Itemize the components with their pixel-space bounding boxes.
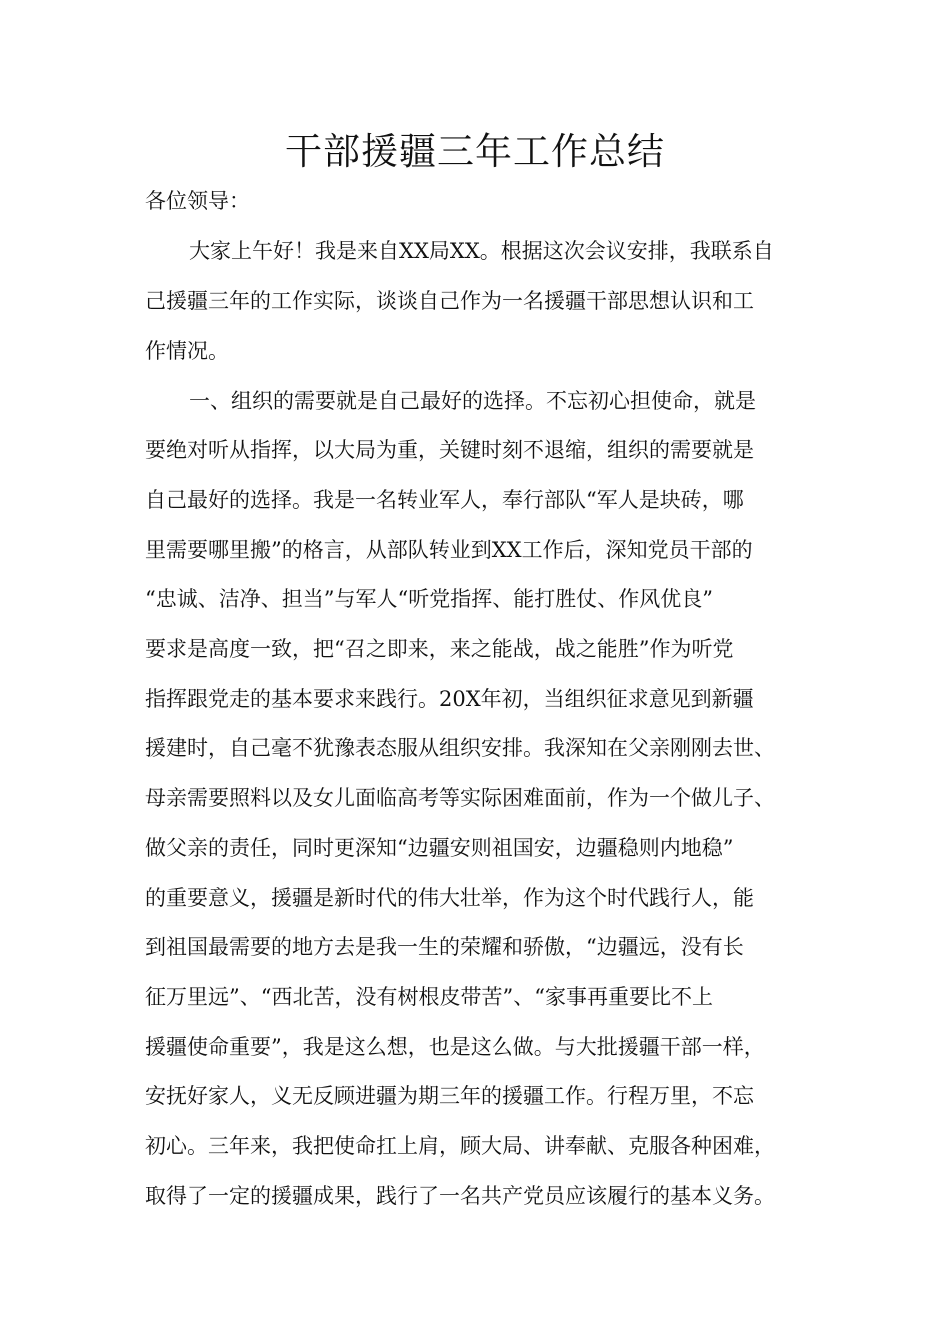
paragraph-line: 做父亲的责任，同时更深知“边疆安则祖国安，边疆稳则内地稳” bbox=[145, 836, 734, 860]
paragraph-line: 母亲需要照料以及女儿面临高考等实际困难面前，作为一个做儿子、 bbox=[145, 786, 775, 810]
paragraph-line: 安抚好家人，义无反顾进疆为期三年的援疆工作。行程万里，不忘 bbox=[145, 1084, 754, 1108]
paragraph-line: 指挥跟党走的基本要求来践行。20X年初，当组织征求意见到新疆 bbox=[145, 687, 754, 711]
paragraph-line: 要绝对听从指挥，以大局为重，关键时刻不退缩，组织的需要就是 bbox=[145, 438, 754, 462]
paragraph-line: 取得了一定的援疆成果，践行了一名共产党员应该履行的基本义务。 bbox=[145, 1184, 775, 1208]
paragraph-line: 援疆使命重要”，我是这么想，也是这么做。与大批援疆干部一样， bbox=[145, 1035, 765, 1059]
paragraph-line: “忠诚、洁净、担当”与军人“听党指挥、能打胜仗、作风优良” bbox=[145, 587, 713, 611]
paragraph-line: 一、组织的需要就是自己最好的选择。不忘初心担使命，就是 bbox=[189, 389, 756, 413]
paragraph-line: 援建时，自己毫不犹豫表态服从组织安排。我深知在父亲刚刚去世、 bbox=[145, 736, 775, 760]
paragraph-line: 征万里远”、“西北苦，没有树根皮带苦”、“家事再重要比不上 bbox=[145, 985, 713, 1009]
paragraph-line: 的重要意义，援疆是新时代的伟大壮举，作为这个时代践行人，能 bbox=[145, 886, 754, 910]
paragraph-line: 作情况。 bbox=[145, 339, 229, 363]
paragraph-line: 自己最好的选择。我是一名转业军人，奉行部队“军人是块砖，哪 bbox=[145, 488, 744, 512]
paragraph-line: 己援疆三年的工作实际，谈谈自己作为一名援疆干部思想认识和工 bbox=[145, 289, 754, 313]
salutation: 各位领导： bbox=[145, 189, 250, 213]
document-title: 干部援疆三年工作总结 bbox=[285, 130, 665, 173]
paragraph-line: 初心。三年来，我把使命扛上肩，顾大局、讲奉献、克服各种困难， bbox=[145, 1134, 775, 1158]
paragraph-line: 里需要哪里搬”的格言，从部队转业到XX工作后，深知党员干部的 bbox=[145, 538, 753, 562]
paragraph-line: 到祖国最需要的地方去是我一生的荣耀和骄傲，“边疆远，没有长 bbox=[145, 935, 744, 959]
paragraph-line: 要求是高度一致，把“召之即来，来之能战，战之能胜”作为听党 bbox=[145, 637, 734, 661]
paragraph-line: 大家上午好！我是来自XX局XX。根据这次会议安排，我联系自 bbox=[189, 239, 774, 263]
